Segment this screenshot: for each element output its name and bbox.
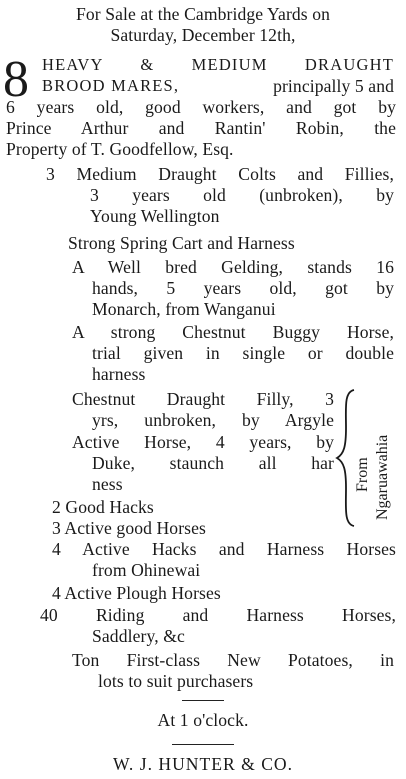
item-line: trial given in single or double xyxy=(92,343,394,363)
intro-body-line-3: 6 years old, good workers, and got by xyxy=(6,97,396,117)
auctioneer-name: W. J. HUNTER & CO. xyxy=(112,754,294,774)
sale-location-line: For Sale at the Cambridge Yards on xyxy=(75,4,331,24)
item-line: Duke, staunch all har xyxy=(92,453,334,473)
bracket-note-line-1: From xyxy=(354,457,371,492)
item-line: harness xyxy=(92,364,146,384)
big-numeral: 8 xyxy=(3,51,29,108)
heading-line-2-rest: principally 5 and xyxy=(273,76,394,96)
bracket-note-line-2: Ngaruawahia xyxy=(374,434,391,520)
item-line: yrs, unbroken, by Argyle xyxy=(92,410,334,430)
divider-rule xyxy=(182,700,224,701)
heading-line-1: HEAVY & MEDIUM DRAUGHT xyxy=(42,55,394,74)
item-line: lots to suit purchasers xyxy=(98,671,254,691)
item-line: 3 years old (unbroken), by xyxy=(90,185,394,205)
item-line: Strong Spring Cart and Harness xyxy=(68,233,295,253)
item-line: ness xyxy=(92,474,123,494)
item-line: Monarch, from Wanganui xyxy=(92,299,276,319)
item-line: 2 Good Hacks xyxy=(52,497,154,517)
bracket-note xyxy=(352,392,396,522)
item-line: hands, 5 years old, got by xyxy=(92,278,394,298)
item-line: A Well bred Gelding, stands 16 xyxy=(72,257,394,277)
item-line: 40 Riding and Harness Horses, xyxy=(40,605,396,625)
item-line: Saddlery, &c xyxy=(92,626,185,646)
divider-rule xyxy=(172,744,234,745)
item-line: Ton First-class New Potatoes, in xyxy=(72,650,394,670)
intro-body-line-5: Property of T. Goodfellow, Esq. xyxy=(6,139,234,159)
item-line: Young Wellington xyxy=(90,206,220,226)
item-line: from Ohinewai xyxy=(92,560,201,580)
item-line: Chestnut Draught Filly, 3 xyxy=(72,389,334,409)
item-line: Active Horse, 4 years, by xyxy=(72,432,334,452)
item-line: 3 Medium Draught Colts and Fillies, xyxy=(46,164,394,184)
item-line: 4 Active Hacks and Harness Horses xyxy=(52,539,396,559)
sale-time: At 1 o'clock. xyxy=(157,710,249,730)
sale-date-line: Saturday, December 12th, xyxy=(110,25,296,45)
intro-body-line-4: Prince Arthur and Rantin' Robin, the xyxy=(6,118,396,138)
item-line: 3 Active good Horses xyxy=(52,518,206,538)
heading-line-2 xyxy=(42,76,394,96)
item-line: A strong Chestnut Buggy Horse, xyxy=(72,322,394,342)
heading-line-2-caps: BROOD MARES, xyxy=(42,76,180,95)
item-line: 4 Active Plough Horses xyxy=(52,583,221,603)
